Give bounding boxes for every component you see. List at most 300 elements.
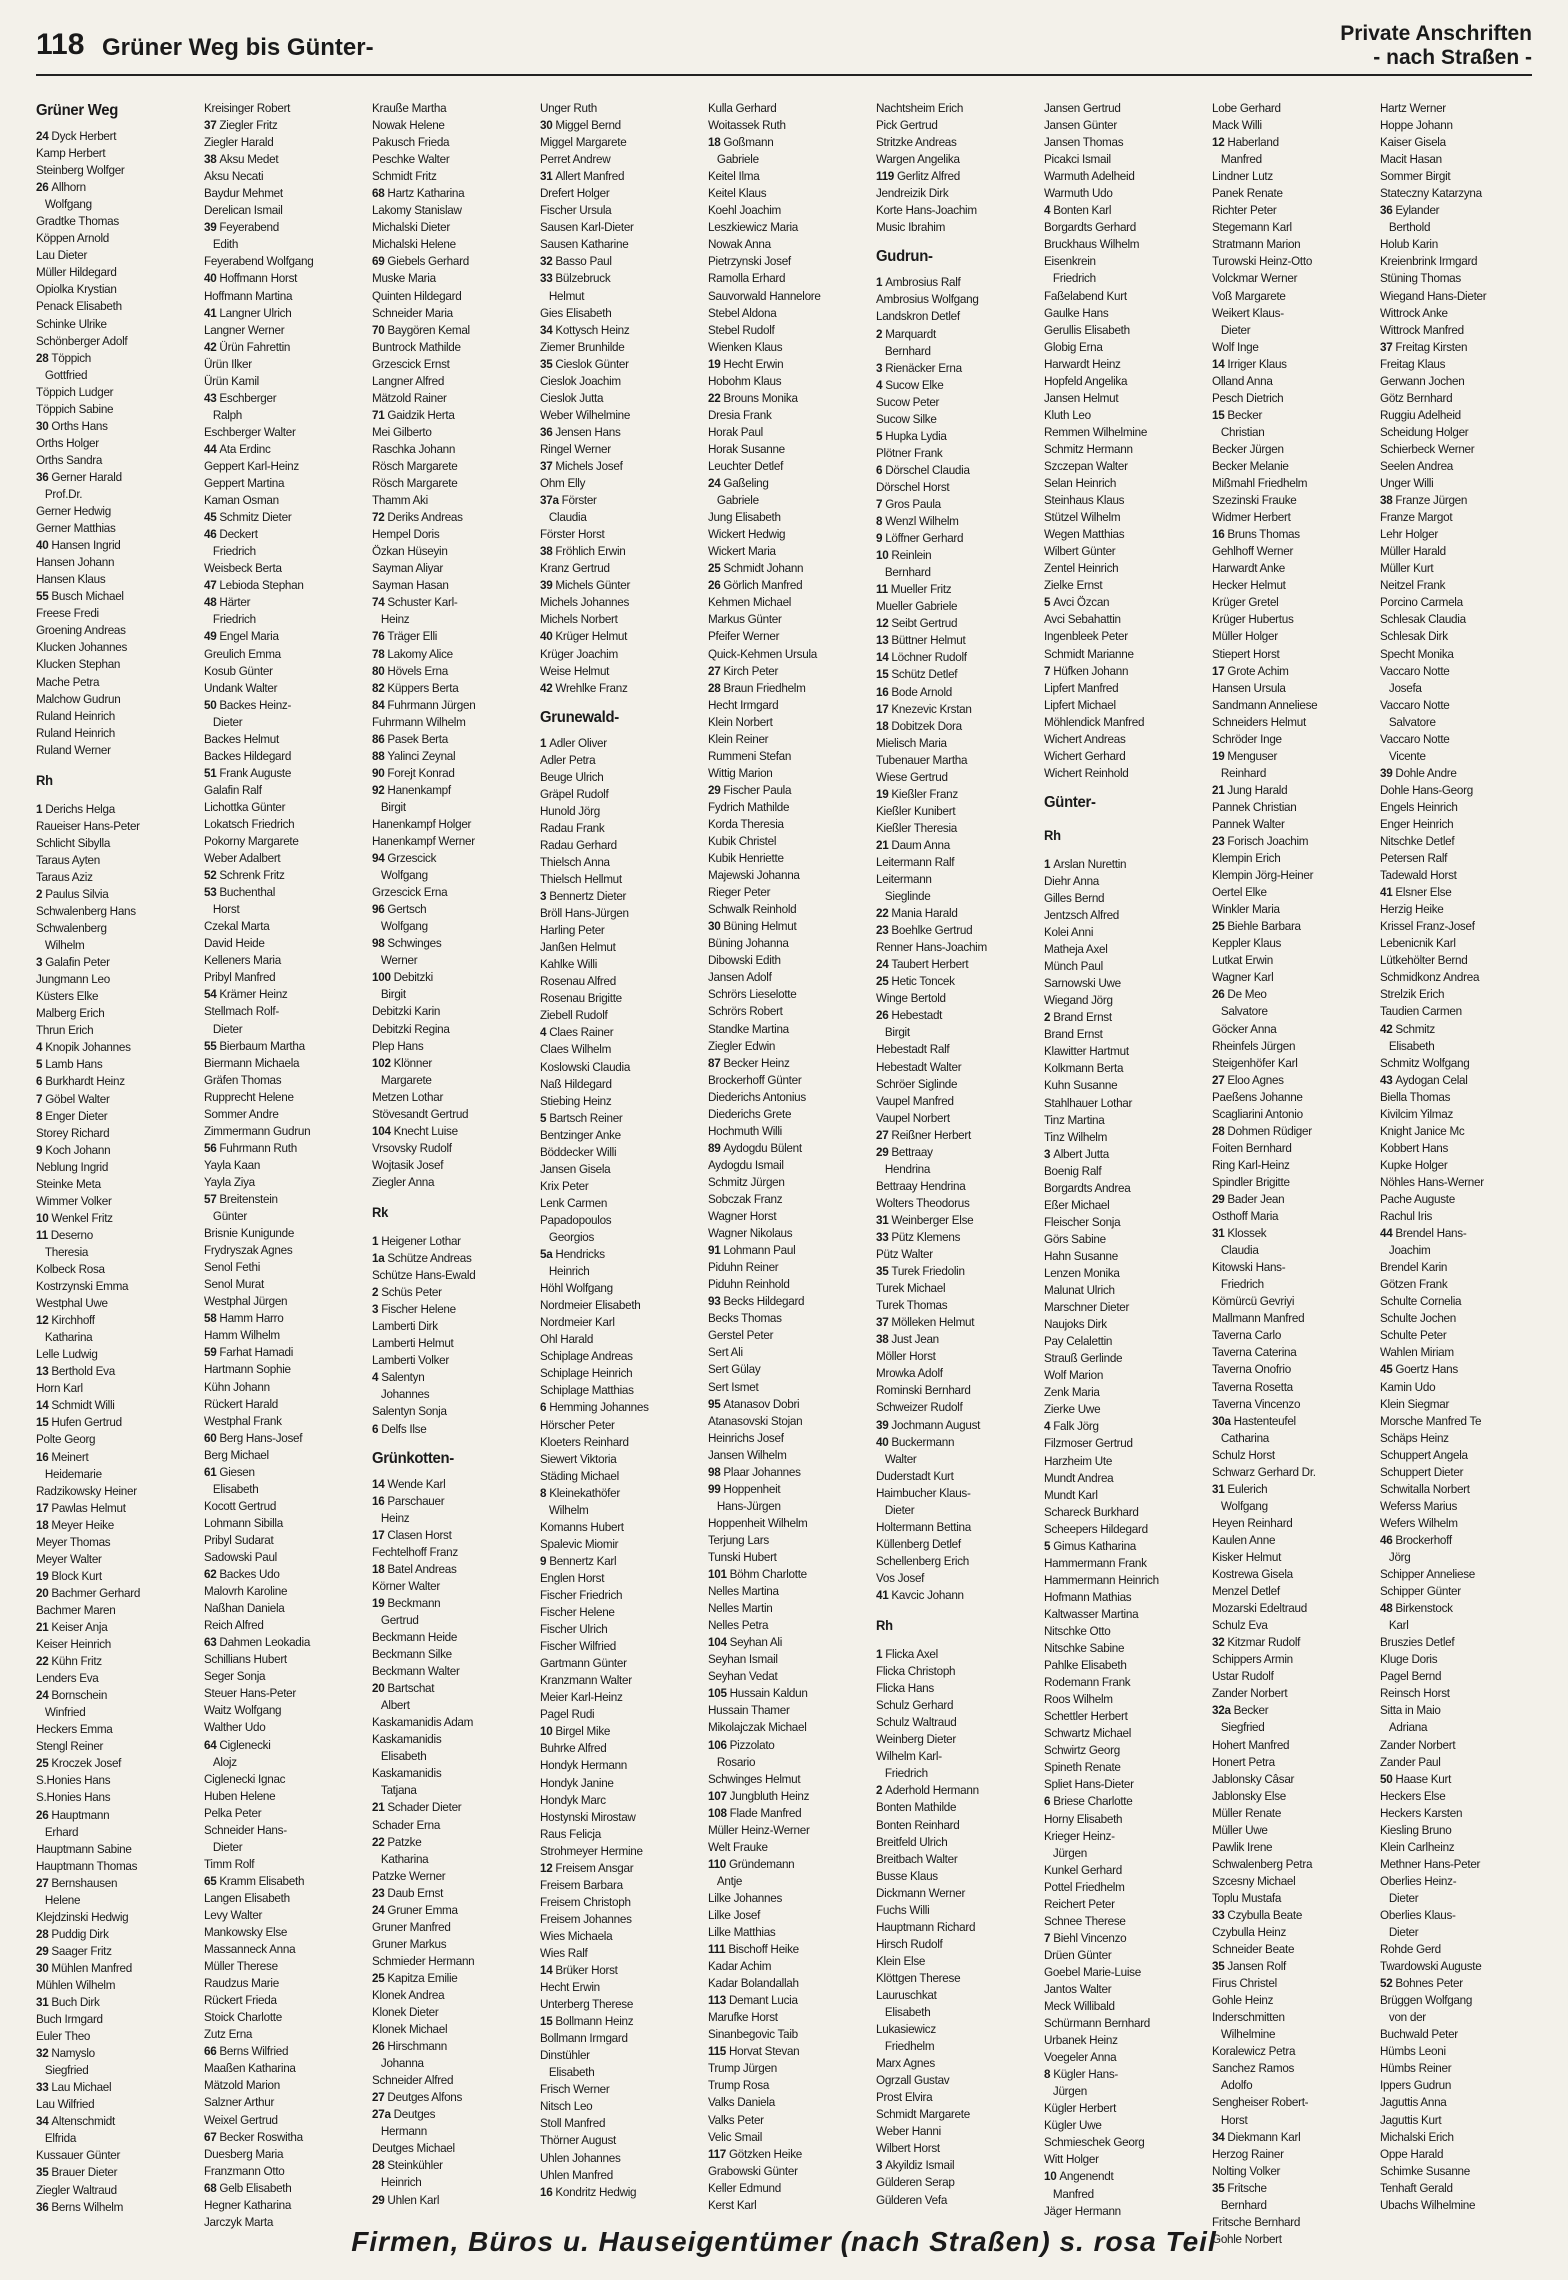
house-number: 26 [708, 578, 724, 593]
resident-entry [36, 1142, 190, 1159]
resident-entry [36, 1005, 190, 1022]
resident-entry [372, 492, 526, 509]
resident-name: Wilbert Günter [1044, 544, 1116, 559]
resident-entry [36, 537, 190, 554]
page-number: 118 [36, 28, 85, 61]
resident-name: Olland Anna [1212, 373, 1273, 388]
resident-entry [708, 1481, 862, 1498]
resident-entry [1380, 2163, 1534, 2180]
resident-entry [1044, 1504, 1198, 1521]
resident-name: Hümbs Reiner [1380, 2061, 1452, 2076]
resident-entry [1212, 765, 1366, 782]
resident-name: Plötner Frank [876, 445, 943, 460]
resident-name: Taubert Herbert [891, 957, 969, 972]
resident-entry [876, 428, 1030, 445]
resident-entry [540, 1280, 694, 1297]
resident-entry [1044, 958, 1198, 975]
resident-entry [36, 1261, 190, 1278]
resident-entry [1044, 1862, 1198, 1879]
resident-entry [372, 714, 526, 731]
resident-entry [540, 168, 694, 185]
resident-name: Selan Heinrich [1044, 476, 1117, 491]
resident-entry [204, 492, 358, 509]
resident-entry [36, 384, 190, 401]
resident-name: Bettraay Hendrina [876, 1178, 966, 1193]
resident-name: Komanns Hubert [540, 1519, 624, 1534]
resident-name: Hanenkampf Werner [372, 834, 475, 849]
resident-entry [1380, 1310, 1534, 1327]
resident-name: Sauvorwald Hannelore [708, 288, 821, 303]
resident-name: Thielsch Hellmut [540, 872, 622, 887]
resident-name: Honert Petra [1212, 1754, 1275, 1769]
resident-entry [1212, 1600, 1366, 1617]
resident-name: Schiplage Matthias [540, 1383, 634, 1398]
resident-entry [204, 577, 358, 594]
resident-entry [1212, 151, 1366, 168]
resident-entry [708, 1890, 862, 1907]
resident-name: Brisnie Kunigunde [204, 1226, 295, 1241]
resident-entry [1380, 1157, 1534, 1174]
resident-entry [1212, 100, 1366, 117]
resident-name: Hanenkampf [387, 782, 451, 797]
resident-name: Spineth Renate [1044, 1760, 1121, 1775]
resident-name: Bruckhaus Wilhelm [1044, 237, 1140, 252]
resident-entry [204, 1600, 358, 1617]
resident-entry [708, 2180, 862, 2197]
resident-entry [1380, 1873, 1534, 1890]
resident-entry [204, 441, 358, 458]
resident-name: Miggel Margarete [540, 135, 627, 150]
resident-entry [1212, 816, 1366, 833]
resident-entry [1212, 1055, 1366, 1072]
resident-name: Saager Fritz [51, 1943, 112, 1958]
resident-entry [372, 1817, 526, 1834]
resident-name: Hoppenheit [723, 1481, 781, 1496]
house-number: 4 [1044, 203, 1054, 218]
resident-name: Breitfeld Ulrich [876, 1834, 948, 1849]
resident-entry [876, 343, 1030, 360]
resident-name: Debitzki Karin [372, 1004, 441, 1019]
resident-name: Forisch Joachim [1227, 834, 1309, 849]
resident-entry [1212, 2094, 1366, 2111]
resident-name: Beckmann Walter [372, 1664, 460, 1679]
resident-entry [876, 2021, 1030, 2038]
resident-name: Wichert Andreas [1044, 731, 1126, 746]
resident-name: Mühlen Manfred [51, 1960, 132, 1975]
resident-name: Kitzmar Rudolf [1227, 1635, 1301, 1650]
resident-name: Hondyk Janine [540, 1775, 614, 1790]
resident-entry [36, 605, 190, 622]
resident-entry [540, 1655, 694, 1672]
resident-name: Müller Uwe [1212, 1822, 1268, 1837]
resident-name: Jentzsch Alfred [1044, 908, 1120, 923]
resident-name: Stiebing Heinz [540, 1093, 612, 1108]
house-number: 3 [372, 1302, 382, 1317]
resident-name: Pawlas Helmut [51, 1500, 126, 1515]
resident-name: Schmitz Wolfgang [1380, 1055, 1470, 1070]
resident-entry [540, 2184, 694, 2201]
resident-name: Pütz Walter [876, 1247, 933, 1262]
resident-name: Deserno [50, 1227, 93, 1242]
resident-name: Biella Thomas [1380, 1089, 1451, 1104]
resident-entry [372, 373, 526, 390]
resident-entry [204, 1566, 358, 1583]
resident-entry [372, 1284, 526, 1301]
resident-entry [1380, 646, 1534, 663]
resident-entry [876, 1502, 1030, 1519]
resident-name: Rheinfels Jürgen [1212, 1038, 1296, 1053]
house-number: 76 [372, 629, 388, 644]
resident-entry [36, 1772, 190, 1789]
resident-entry [372, 1055, 526, 1072]
resident-entry [36, 418, 190, 435]
resident-entry [708, 1396, 862, 1413]
house-number: 104 [708, 1635, 730, 1650]
resident-entry [540, 1945, 694, 1962]
resident-name: Karl [1380, 1618, 1409, 1633]
resident-entry [36, 1125, 190, 1142]
resident-name: Bonten Mathilde [876, 1800, 957, 1815]
resident-name: Stoll Manfred [540, 2116, 606, 2131]
resident-name: Lamberti Volker [372, 1353, 449, 1368]
resident-name: Jablonsky Else [1212, 1788, 1287, 1803]
resident-name: Adriana [1380, 1720, 1428, 1735]
resident-name: Klönner [393, 1055, 432, 1070]
resident-name: Helene [36, 1892, 81, 1907]
resident-entry [540, 888, 694, 905]
resident-entry [540, 1076, 694, 1093]
resident-entry [1380, 1737, 1534, 1754]
house-number: 24 [708, 476, 724, 491]
house-number: 14 [876, 650, 892, 665]
resident-name: Steinke Meta [36, 1176, 101, 1191]
resident-entry [204, 1668, 358, 1685]
resident-name: Winge Bertold [876, 991, 946, 1006]
resident-entry [540, 2132, 694, 2149]
resident-name: Waitz Wolfgang [204, 1703, 282, 1718]
resident-name: Löchner Rudolf [891, 650, 967, 665]
resident-entry [1212, 1754, 1366, 1771]
resident-entry [36, 1091, 190, 1108]
resident-entry [204, 1447, 358, 1464]
resident-name: Wargen Angelika [876, 152, 960, 167]
resident-name: Lokatsch Friedrich [204, 816, 295, 831]
resident-entry [1212, 1532, 1366, 1549]
resident-name: Walther Udo [204, 1720, 266, 1735]
house-number: 33 [36, 2080, 52, 2095]
resident-name: Fritsche Bernhard [1212, 2214, 1301, 2229]
resident-entry [1044, 1248, 1198, 1265]
house-number: 23 [876, 923, 892, 938]
resident-name: Brand Ernst [1044, 1027, 1103, 1042]
resident-entry [372, 1970, 526, 1987]
resident-entry [204, 2180, 358, 2197]
resident-entry [876, 1382, 1030, 1399]
resident-entry [1044, 663, 1198, 680]
resident-entry [876, 1663, 1030, 1680]
resident-name: Buchenthal [219, 885, 276, 900]
resident-entry [1380, 117, 1534, 134]
resident-entry [1380, 2043, 1534, 2060]
resident-entry [540, 1297, 694, 1314]
resident-name: Claes Rainer [549, 1025, 614, 1040]
resident-name: Fuchs Willi [876, 1902, 930, 1917]
resident-entry [708, 1276, 862, 1293]
resident-name: Allert Manfred [555, 169, 625, 184]
resident-name: Rückert Frieda [204, 1993, 277, 2008]
resident-entry [540, 236, 694, 253]
resident-entry [1212, 1549, 1366, 1566]
resident-name: Michels Josef [555, 458, 623, 473]
resident-name: Taverna Onofrio [1212, 1362, 1291, 1377]
resident-entry [540, 1093, 694, 1110]
resident-entry [540, 577, 694, 594]
resident-entry [204, 1191, 358, 1208]
resident-entry [1380, 867, 1534, 884]
resident-name: Wolf Marion [1044, 1368, 1104, 1383]
resident-name: Weinberger Else [891, 1212, 974, 1227]
resident-entry [708, 1907, 862, 1924]
resident-entry [372, 1868, 526, 1885]
resident-name: Steigenhöfer Karl [1212, 1055, 1298, 1070]
resident-name: Beckmann [387, 1595, 441, 1610]
resident-name: Stateczny Katarzyna [1380, 186, 1482, 201]
resident-name: Christian [1212, 424, 1265, 439]
resident-entry [708, 1532, 862, 1549]
resident-name: Mack Willi [1212, 118, 1262, 133]
resident-entry [708, 1259, 862, 1276]
resident-name: Kitowski Hans- [1212, 1260, 1286, 1275]
resident-name: Steinkühler [387, 2158, 443, 2173]
resident-entry [540, 786, 694, 803]
resident-name: Müller Therese [204, 1959, 278, 1974]
resident-entry [1044, 2100, 1198, 2117]
resident-entry [540, 356, 694, 373]
resident-entry [372, 1629, 526, 1646]
resident-entry [876, 1093, 1030, 1110]
resident-name: Yayla Kaan [204, 1157, 261, 1172]
resident-entry [36, 869, 190, 886]
resident-name: Schürmann Bernhard [1044, 2016, 1151, 2031]
resident-entry [1212, 1856, 1366, 1873]
resident-entry [1044, 2117, 1198, 2134]
resident-name: Zander Norbert [1212, 1686, 1288, 1701]
resident-entry [1380, 1822, 1534, 1839]
house-number: 63 [204, 1635, 220, 1650]
resident-entry [204, 202, 358, 219]
resident-entry [204, 1464, 358, 1481]
house-number: 31 [876, 1212, 892, 1227]
resident-entry [540, 1962, 694, 1979]
house-number: 42 [204, 339, 220, 354]
resident-entry [36, 2164, 190, 2181]
resident-name: Baygören Kemal [387, 322, 470, 337]
resident-name: Wagner Nikolaus [708, 1226, 793, 1241]
resident-name: Strauß Gerlinde [1044, 1351, 1123, 1366]
resident-entry [708, 1805, 862, 1822]
resident-name: Backes Udo [219, 1567, 280, 1582]
resident-entry [1044, 2015, 1198, 2032]
house-number: 5 [1044, 595, 1054, 610]
resident-name: Piduhn Reiner [708, 1260, 779, 1275]
resident-name: Vaccaro Notte [1380, 697, 1450, 712]
resident-entry [708, 731, 862, 748]
resident-entry [204, 322, 358, 339]
resident-entry [1380, 1003, 1534, 1020]
resident-name: Pütz Klemens [891, 1230, 961, 1244]
resident-entry [36, 852, 190, 869]
resident-entry [372, 1680, 526, 1697]
resident-entry [36, 298, 190, 315]
resident-entry [876, 1041, 1030, 1058]
house-number: 25 [1212, 919, 1228, 934]
resident-entry [708, 373, 862, 390]
resident-entry [1380, 1021, 1534, 1038]
resident-name: Szezinski Frauke [1212, 493, 1297, 508]
resident-name: Stützel Wilhelm [1044, 510, 1121, 525]
resident-entry [1044, 1998, 1198, 2015]
resident-name: Schimke Susanne [1380, 2163, 1470, 2178]
resident-entry [1044, 1742, 1198, 1759]
house-number: 37 [540, 458, 556, 473]
resident-entry [1380, 1805, 1534, 1822]
resident-name: Gerner Matthias [36, 521, 116, 536]
house-number: 28 [1212, 1123, 1228, 1138]
resident-name: Pokorny Margarete [204, 834, 299, 849]
resident-name: Beckmann Silke [372, 1647, 452, 1662]
resident-name: Wefers Wilhelm [1380, 1515, 1458, 1530]
resident-entry [1044, 1708, 1198, 1725]
resident-name: Lau Wilfried [36, 2097, 95, 2112]
resident-entry [1044, 1896, 1198, 1913]
resident-entry [372, 697, 526, 714]
resident-entry [1212, 1651, 1366, 1668]
resident-name: Kaskamanidis [372, 1766, 442, 1781]
resident-name: Zielke Ernst [1044, 578, 1103, 593]
resident-name: Schrörs Robert [708, 1004, 783, 1019]
house-number: 89 [708, 1140, 724, 1155]
resident-entry [876, 769, 1030, 786]
resident-name: Kavcic Johann [891, 1587, 964, 1602]
resident-entry [36, 1858, 190, 1875]
house-number: 4 [540, 1025, 550, 1040]
resident-entry [1044, 1759, 1198, 1776]
resident-name: Kerst Karl [708, 2197, 757, 2212]
resident-entry [204, 475, 358, 492]
resident-entry [1212, 322, 1366, 339]
resident-entry [876, 2140, 1030, 2157]
resident-name: Valks Daniela [708, 2095, 775, 2110]
resident-name: Dieter [876, 1502, 915, 1517]
resident-name: Neitzel Frank [1380, 578, 1446, 593]
house-number: 32a [1212, 1703, 1234, 1718]
house-number: 30 [708, 919, 724, 934]
resident-name: Leszkiewicz Maria [708, 220, 799, 235]
house-number: 27 [372, 2090, 388, 2105]
resident-entry [708, 2197, 862, 2214]
resident-entry [1380, 1413, 1534, 1430]
house-number: 40 [204, 271, 220, 286]
resident-entry [708, 1055, 862, 1072]
house-number: 87 [708, 1055, 724, 1070]
resident-entry [540, 1059, 694, 1076]
house-number: 43 [204, 390, 220, 405]
resident-entry [372, 1335, 526, 1352]
resident-entry [708, 117, 862, 134]
resident-name: Lebioda Stephan [219, 578, 304, 593]
resident-name: Fischer Ulrich [540, 1622, 608, 1637]
house-number: 36 [1380, 203, 1396, 218]
resident-entry [540, 735, 694, 752]
resident-entry [1380, 1208, 1534, 1225]
house-number: 31 [1212, 1481, 1228, 1496]
resident-entry [708, 458, 862, 475]
resident-name: Claudia [1212, 1243, 1259, 1258]
resident-entry [372, 270, 526, 287]
resident-name: Zander Norbert [1380, 1737, 1456, 1752]
resident-entry [372, 202, 526, 219]
resident-entry [36, 1159, 190, 1176]
resident-name: Meyer Walter [36, 1551, 102, 1566]
resident-entry [36, 1943, 190, 1960]
resident-entry [372, 2106, 526, 2123]
resident-name: Fuhrmann Wilhelm [372, 714, 466, 729]
district-code: Rk [372, 1205, 389, 1220]
resident-name: Brouns Monika [723, 390, 798, 405]
resident-entry [1380, 1396, 1534, 1413]
resident-entry [372, 117, 526, 134]
resident-name: Hofmann Mathias [1044, 1589, 1132, 1604]
resident-entry [204, 1379, 358, 1396]
resident-entry [540, 1417, 694, 1434]
house-number: 66 [204, 2044, 220, 2059]
resident-entry [204, 748, 358, 765]
resident-entry [1212, 1907, 1366, 1924]
house-number: 30 [36, 1960, 52, 1975]
resident-entry [204, 2112, 358, 2129]
resident-name: Sert Ismet [708, 1379, 759, 1394]
resident-entry [1044, 1623, 1198, 1640]
resident-entry [204, 2197, 358, 2214]
resident-name: Langner Alfred [372, 373, 445, 388]
resident-name: Sadowski Paul [204, 1549, 278, 1564]
resident-entry [372, 1510, 526, 1527]
resident-entry [204, 1021, 358, 1038]
resident-name: Gertsch [387, 902, 427, 917]
resident-name: Fischer Helene [381, 1302, 456, 1317]
resident-entry [1380, 1447, 1534, 1464]
resident-name: Gelb Elisabeth [219, 2180, 292, 2195]
resident-entry [540, 1860, 694, 1877]
resident-entry [708, 1464, 862, 1481]
resident-entry [1212, 680, 1366, 697]
resident-entry [204, 731, 358, 748]
resident-entry [1044, 2151, 1198, 2168]
resident-name: Dieter [1380, 1925, 1419, 1940]
resident-entry [372, 151, 526, 168]
resident-entry [876, 1195, 1030, 1212]
resident-name: Sobczak Franz [708, 1192, 783, 1206]
house-number: 14 [36, 1398, 52, 1413]
resident-name: Dibowski Edith [708, 953, 781, 968]
resident-entry [708, 1413, 862, 1430]
resident-entry [372, 168, 526, 185]
resident-entry [1212, 526, 1366, 543]
resident-entry [1212, 2129, 1366, 2146]
resident-entry [540, 2115, 694, 2132]
resident-entry [540, 1007, 694, 1024]
resident-name: Lamberti Helmut [372, 1336, 454, 1351]
